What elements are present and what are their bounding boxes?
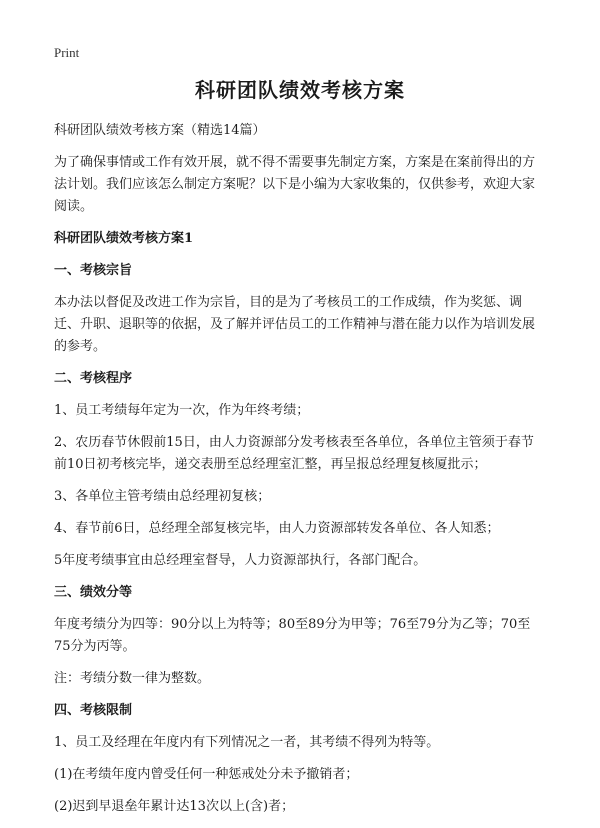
limit-item-1: 1、员工及经理在年度内有下列情况之一者，其考绩不得列为特等。: [54, 735, 440, 750]
limit-subitem-1: (1)在考绩年度内曾受任何一种惩戒处分未予撤销者；: [54, 767, 359, 782]
paragraph-grade-note: 注：考绩分数一律为整数。: [54, 671, 211, 686]
heading-performance-grades: 三、绩效分等: [54, 585, 133, 600]
procedure-item-3: 3、各单位主管考绩由总经理初复核；: [54, 489, 271, 504]
document-title: 科研团队绩效考核方案: [195, 78, 405, 102]
procedure-item-1: 1、员工考绩每年定为一次，作为年终考绩；: [54, 403, 310, 418]
procedure-item-5: 5年度考绩事宜由总经理室督导，人力资源部执行，各部门配合。: [54, 553, 427, 568]
procedure-item-2: 2、农历春节休假前15日，由人力资源部分发考核表至各单位，各单位主管须于春节前10日初考核完毕，递交表册至总经理室汇整，再呈报总经理复核厦批示；: [54, 435, 534, 472]
section-title: 科研团队绩效考核方案1: [54, 231, 194, 246]
paragraph-exam-purpose: 本办法以督促及改进工作为宗旨，目的是为了考核员工的工作成绩，作为奖惩、调迁、升职、退职等的依据，及了解并评估员工的工作精神与潜在能力以作为培训发展的参考。: [54, 295, 536, 354]
intro-paragraph: 为了确保事情或工作有效开展，就不得不需要事先制定方案，方案是在案前得出的方法计划。我们应该怎么制定方案呢？以下是小编为大家收集的，仅供参考，欢迎大家阅读。: [54, 155, 536, 214]
heading-exam-purpose: 一、考核宗旨: [54, 263, 133, 278]
heading-exam-limits: 四、考核限制: [54, 703, 133, 718]
heading-exam-procedure: 二、考核程序: [54, 371, 133, 386]
paragraph-grade-ranges: 年度考绩分为四等：90分以上为特等；80至89分为甲等；76至79分为乙等；70至75分为丙等。: [54, 617, 531, 654]
limit-subitem-2: (2)迟到早退垒年累计达13次以上(含)者；: [54, 799, 295, 814]
document-subtitle: 科研团队绩效考核方案（精选14篇）: [54, 123, 266, 138]
procedure-item-4: 4、春节前6日，总经理全部复核完毕，由人力资源部转发各单位、各人知悉；: [54, 521, 500, 536]
print-label: Print: [54, 45, 80, 60]
